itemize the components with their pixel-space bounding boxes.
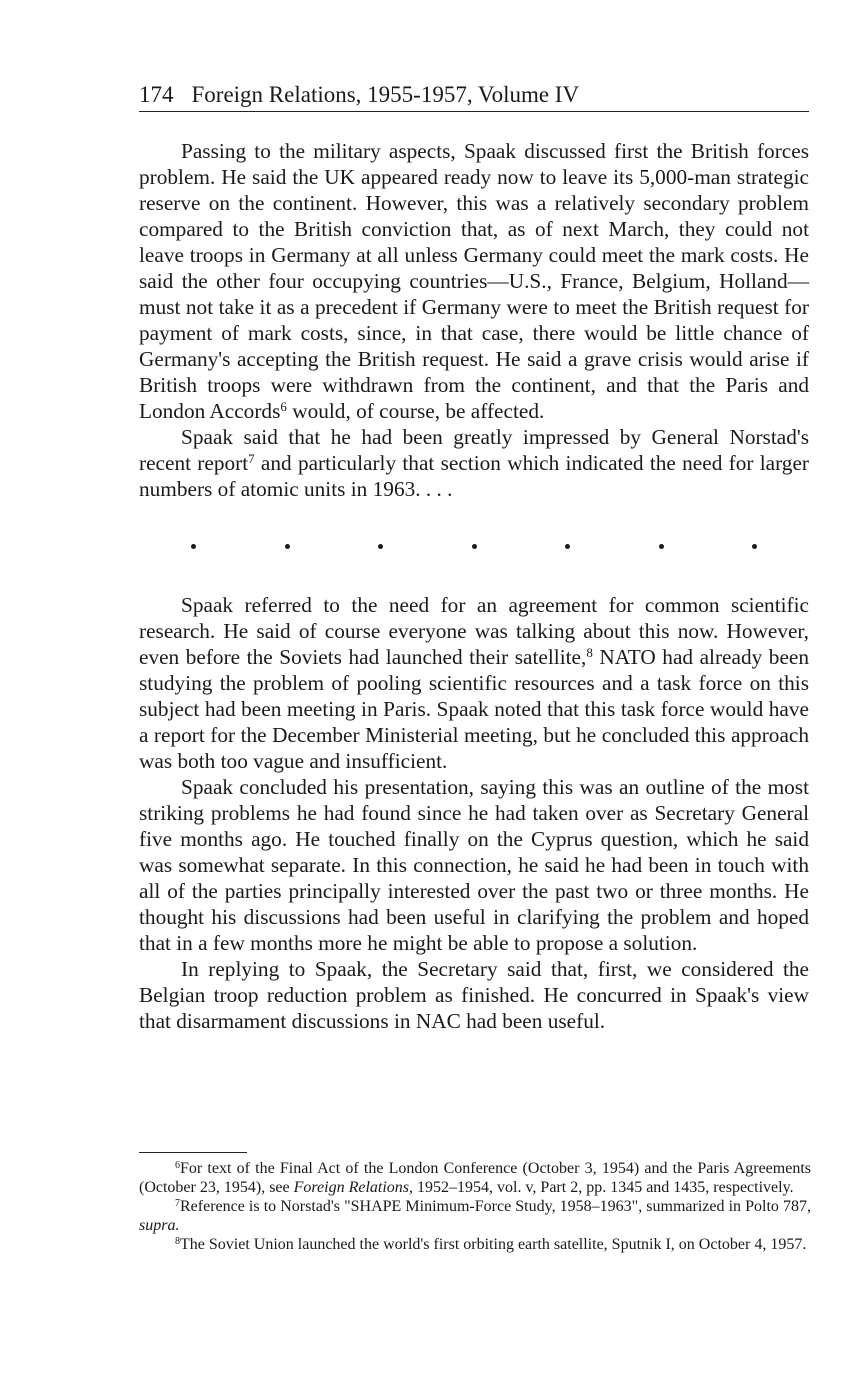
ellipsis-dot (285, 544, 290, 549)
footnote-text: Reference is to Norstad's "SHAPE Minimum-Force Study, 1958–1963", summarized in Polto 787, (180, 1198, 811, 1215)
ellipsis-dot (659, 544, 664, 549)
ellipsis-dot (191, 544, 196, 549)
footnote-8 (139, 1235, 811, 1254)
running-header (139, 80, 809, 112)
ellipsis-dot (565, 544, 570, 549)
paragraph-british-forces (139, 138, 809, 424)
footnote-text: For text of the Final Act of the London Conference (October 3, 1954) and the Paris Agreements (October 23, 1954), see (139, 1160, 811, 1196)
ellipsis-dot (378, 544, 383, 549)
paragraph-text: Passing to the military aspects, Spaak discussed first the British forces problem. He said the UK appeared ready now to leave its 5,000-man strategic reserve on the continent. However, this was a relatively secondary problem compared to the British conviction that, as of next March, they could not leave troops in Germany at all unless Germany could meet the mark costs. He said the other four occupying countries—U.S., France, Belgium, Holland—must not take it as a precedent if Germany were to meet the British request for payment of mark costs, since, in that case, there would be little chance of Germany's accepting the British request. He said a grave crisis would arise if British troops were withdrawn from the continent, and that the Paris and London Accords (139, 139, 809, 423)
footnote-ref-7[interactable]: 7 (248, 451, 255, 466)
paragraph-secretary-reply: In replying to Spaak, the Secretary said that, first, we considered the Belgian troop reduction problem as finished. He concurred in Spaak's view that disarmament discussions in NAC had been useful. (139, 957, 809, 1033)
paragraph-cyprus-question: Spaak concluded his presentation, saying this was an outline of the most striking problems he had found since he had taken over as Secretary General five months ago. He touched finally on the Cyprus question, which he said was somewhat separate. In this connection, he said he had been in touch with all of the parties principally interested over the past two or three months. He thought his discussions had been useful in clarifying the problem and hoped that in a few months more he might be able to propose a solution. (139, 775, 809, 955)
ellipsis-dot (472, 544, 477, 549)
paragraph-text: NATO had already been studying the problem of pooling scientific resources and a task force on this subject had been meeting in Paris. Spaak noted that this task force would have a report for the December Ministerial meeting, but he concluded this approach was both too vague and insufficient. (139, 645, 809, 773)
running-title: Foreign Relations, 1955-1957, Volume IV (191, 82, 580, 107)
footnote-divider (139, 1152, 247, 1153)
body-text (139, 138, 809, 1034)
footnotes (139, 1159, 811, 1254)
omission-ellipsis-row (139, 544, 809, 550)
footnote-mark: 6 (175, 1160, 180, 1171)
footnote-mark: 8 (175, 1236, 180, 1247)
footnote-italic-title: Foreign Relations, (293, 1179, 414, 1196)
paragraph-text: would, of course, be affected. (286, 399, 545, 423)
footnote-mark: 7 (175, 1198, 180, 1209)
paragraph-scientific-research (139, 592, 809, 774)
footnote-text: The Soviet Union launched the world's first orbiting earth satellite, Sputnik I, on October 4, 1957. (180, 1236, 807, 1253)
footnote-ref-8[interactable]: 8 (586, 645, 593, 660)
footnote-italic-text: supra. (139, 1217, 180, 1234)
paragraph-norstad-report (139, 424, 809, 502)
paragraph-text: Spaak referred to the need for an agreement for common scientific research. He said of course everyone was talking about this now. However, even before the Soviets had launched their satellite, (139, 593, 809, 669)
footnote-text: 1952–1954, vol. v, Part 2, pp. 1345 and 1435, respectively. (413, 1179, 794, 1196)
ellipsis-dot (752, 544, 757, 549)
page-number: 174 (139, 82, 174, 107)
paragraph-text: and particularly that section which indicated the need for larger numbers of atomic units in 1963. . . . (139, 451, 810, 501)
footnote-7 (139, 1197, 811, 1235)
paragraph-text: Spaak said that he had been greatly impressed by General Norstad's recent report (139, 425, 809, 475)
footnote-6 (139, 1159, 811, 1197)
footnote-ref-6[interactable]: 6 (280, 399, 287, 414)
